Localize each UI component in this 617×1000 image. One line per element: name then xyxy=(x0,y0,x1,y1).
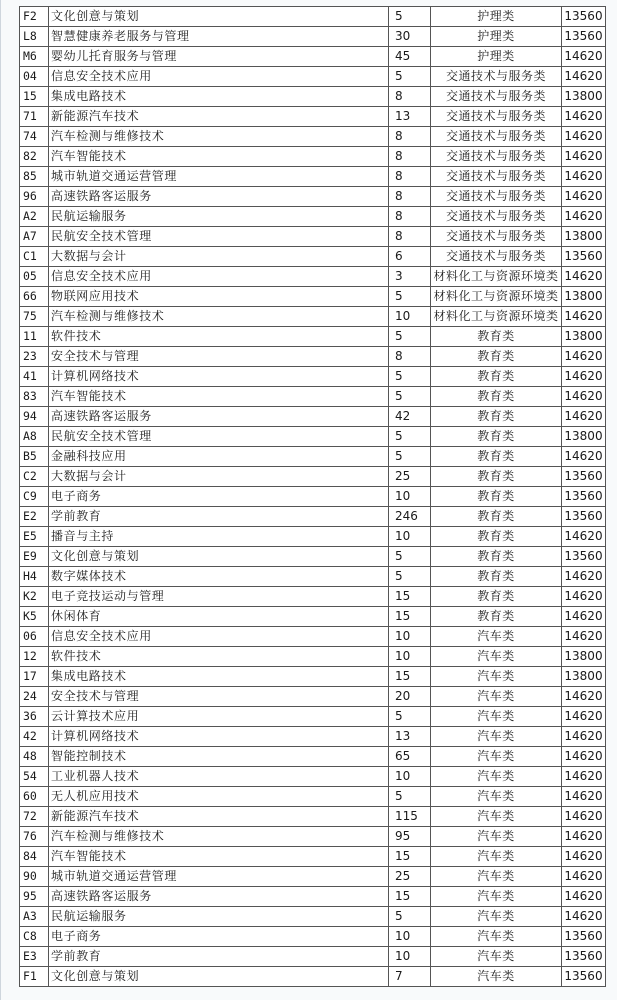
major-code-cell: 42 xyxy=(20,727,49,747)
subject-category-cell: 汽车类 xyxy=(431,707,562,727)
enrollment-count-cell: 8 xyxy=(389,187,431,207)
enrollment-count-cell: 10 xyxy=(389,527,431,547)
enrollment-count-cell: 10 xyxy=(389,927,431,947)
major-name-cell: 新能源汽车技术 xyxy=(49,807,389,827)
major-code-cell: 36 xyxy=(20,707,49,727)
table-row xyxy=(20,367,606,387)
subject-category-cell: 材料化工与资源环境类 xyxy=(431,267,562,287)
tuition-fee-cell: 13560 xyxy=(562,547,606,567)
enrollment-count-cell: 8 xyxy=(389,227,431,247)
enrollment-count-cell: 5 xyxy=(389,907,431,927)
tuition-fee-cell: 13800 xyxy=(562,667,606,687)
table-row xyxy=(20,467,606,487)
subject-category-cell: 交通技术与服务类 xyxy=(431,107,562,127)
enrollment-count-cell: 5 xyxy=(389,287,431,307)
major-name-cell: 智慧健康养老服务与管理 xyxy=(49,27,389,47)
major-name-cell: 信息安全技术应用 xyxy=(49,627,389,647)
table-row xyxy=(20,267,606,287)
major-name-cell: 汽车智能技术 xyxy=(49,387,389,407)
major-code-cell: 23 xyxy=(20,347,49,367)
table-row xyxy=(20,127,606,147)
table-row xyxy=(20,107,606,127)
major-code-cell: E3 xyxy=(20,947,49,967)
major-code-cell: 76 xyxy=(20,827,49,847)
major-code-cell: L8 xyxy=(20,27,49,47)
major-name-cell: 民航运输服务 xyxy=(49,907,389,927)
tuition-fee-cell: 13800 xyxy=(562,647,606,667)
table-row xyxy=(20,207,606,227)
enrollment-count-cell: 5 xyxy=(389,367,431,387)
major-code-cell: 41 xyxy=(20,367,49,387)
tuition-fee-cell: 14620 xyxy=(562,567,606,587)
tuition-fee-cell: 14620 xyxy=(562,807,606,827)
table-row xyxy=(20,507,606,527)
major-code-cell: 66 xyxy=(20,287,49,307)
subject-category-cell: 教育类 xyxy=(431,527,562,547)
tuition-fee-cell: 14620 xyxy=(562,867,606,887)
major-name-cell: 学前教育 xyxy=(49,947,389,967)
table-row xyxy=(20,327,606,347)
enrollment-count-cell: 65 xyxy=(389,747,431,767)
subject-category-cell: 教育类 xyxy=(431,387,562,407)
tuition-fee-cell: 14620 xyxy=(562,447,606,467)
table-row xyxy=(20,167,606,187)
major-name-cell: 城市轨道交通运营管理 xyxy=(49,867,389,887)
subject-category-cell: 汽车类 xyxy=(431,787,562,807)
table-row xyxy=(20,227,606,247)
major-code-cell: E5 xyxy=(20,527,49,547)
table-row xyxy=(20,767,606,787)
major-code-cell: 72 xyxy=(20,807,49,827)
tuition-fee-cell: 14620 xyxy=(562,67,606,87)
subject-category-cell: 教育类 xyxy=(431,327,562,347)
table-row xyxy=(20,947,606,967)
major-name-cell: 工业机器人技术 xyxy=(49,767,389,787)
subject-category-cell: 汽车类 xyxy=(431,747,562,767)
table-row xyxy=(20,827,606,847)
major-code-cell: 24 xyxy=(20,687,49,707)
tuition-fee-cell: 13800 xyxy=(562,87,606,107)
enrollment-count-cell: 246 xyxy=(389,507,431,527)
enrollment-count-cell: 8 xyxy=(389,167,431,187)
subject-category-cell: 教育类 xyxy=(431,467,562,487)
major-name-cell: 汽车检测与维修技术 xyxy=(49,307,389,327)
table-row xyxy=(20,387,606,407)
major-name-cell: 安全技术与管理 xyxy=(49,687,389,707)
major-name-cell: 计算机网络技术 xyxy=(49,727,389,747)
subject-category-cell: 教育类 xyxy=(431,487,562,507)
tuition-fee-cell: 14620 xyxy=(562,847,606,867)
major-code-cell: 48 xyxy=(20,747,49,767)
enrollment-count-cell: 30 xyxy=(389,27,431,47)
tuition-fee-cell: 14620 xyxy=(562,627,606,647)
major-name-cell: 文化创意与策划 xyxy=(49,7,389,27)
major-name-cell: 播音与主持 xyxy=(49,527,389,547)
subject-category-cell: 护理类 xyxy=(431,27,562,47)
major-code-cell: 04 xyxy=(20,67,49,87)
tuition-fee-cell: 14620 xyxy=(562,267,606,287)
table-row xyxy=(20,647,606,667)
subject-category-cell: 交通技术与服务类 xyxy=(431,147,562,167)
major-code-cell: M6 xyxy=(20,47,49,67)
enrollment-count-cell: 15 xyxy=(389,587,431,607)
enrollment-count-cell: 10 xyxy=(389,647,431,667)
subject-category-cell: 汽车类 xyxy=(431,967,562,987)
subject-category-cell: 交通技术与服务类 xyxy=(431,207,562,227)
major-code-cell: E9 xyxy=(20,547,49,567)
enrollment-count-cell: 6 xyxy=(389,247,431,267)
major-code-cell: 85 xyxy=(20,167,49,187)
major-code-cell: 05 xyxy=(20,267,49,287)
table-body xyxy=(20,7,606,987)
enrollment-count-cell: 15 xyxy=(389,847,431,867)
tuition-fee-cell: 14620 xyxy=(562,787,606,807)
table-row xyxy=(20,587,606,607)
enrollment-count-cell: 8 xyxy=(389,87,431,107)
table-row xyxy=(20,807,606,827)
major-name-cell: 高速铁路客运服务 xyxy=(49,187,389,207)
major-code-cell: 82 xyxy=(20,147,49,167)
major-code-cell: 74 xyxy=(20,127,49,147)
subject-category-cell: 教育类 xyxy=(431,547,562,567)
major-name-cell: 金融科技应用 xyxy=(49,447,389,467)
major-code-cell: 84 xyxy=(20,847,49,867)
table-row xyxy=(20,847,606,867)
major-code-cell: B5 xyxy=(20,447,49,467)
subject-category-cell: 汽车类 xyxy=(431,867,562,887)
table-row xyxy=(20,607,606,627)
major-name-cell: 新能源汽车技术 xyxy=(49,107,389,127)
enrollment-count-cell: 5 xyxy=(389,787,431,807)
tuition-fee-cell: 14620 xyxy=(562,727,606,747)
subject-category-cell: 汽车类 xyxy=(431,827,562,847)
major-code-cell: 94 xyxy=(20,407,49,427)
table-row xyxy=(20,887,606,907)
enrollment-count-cell: 13 xyxy=(389,727,431,747)
major-code-cell: 96 xyxy=(20,187,49,207)
tuition-fee-cell: 14620 xyxy=(562,207,606,227)
tuition-fee-cell: 14620 xyxy=(562,347,606,367)
major-code-cell: 06 xyxy=(20,627,49,647)
major-code-cell: A8 xyxy=(20,427,49,447)
major-code-cell: 71 xyxy=(20,107,49,127)
enrollment-count-cell: 95 xyxy=(389,827,431,847)
table-row xyxy=(20,287,606,307)
subject-category-cell: 教育类 xyxy=(431,347,562,367)
table-row xyxy=(20,187,606,207)
subject-category-cell: 交通技术与服务类 xyxy=(431,247,562,267)
subject-category-cell: 汽车类 xyxy=(431,887,562,907)
major-name-cell: 电子商务 xyxy=(49,927,389,947)
table-row xyxy=(20,567,606,587)
tuition-fee-cell: 13560 xyxy=(562,27,606,47)
enrollment-count-cell: 25 xyxy=(389,867,431,887)
tuition-fee-cell: 13560 xyxy=(562,927,606,947)
major-name-cell: 婴幼儿托育服务与管理 xyxy=(49,47,389,67)
subject-category-cell: 教育类 xyxy=(431,447,562,467)
tuition-fee-cell: 14620 xyxy=(562,187,606,207)
table-row xyxy=(20,707,606,727)
major-code-cell: K5 xyxy=(20,607,49,627)
table-row xyxy=(20,247,606,267)
subject-category-cell: 汽车类 xyxy=(431,767,562,787)
major-code-cell: K2 xyxy=(20,587,49,607)
major-code-cell: A3 xyxy=(20,907,49,927)
subject-category-cell: 交通技术与服务类 xyxy=(431,67,562,87)
major-name-cell: 软件技术 xyxy=(49,327,389,347)
major-name-cell: 云计算技术应用 xyxy=(49,707,389,727)
tuition-fee-cell: 14620 xyxy=(562,367,606,387)
table-row xyxy=(20,47,606,67)
subject-category-cell: 教育类 xyxy=(431,367,562,387)
subject-category-cell: 汽车类 xyxy=(431,627,562,647)
major-name-cell: 信息安全技术应用 xyxy=(49,267,389,287)
tuition-fee-cell: 14620 xyxy=(562,827,606,847)
tuition-fee-cell: 14620 xyxy=(562,407,606,427)
enrollment-count-cell: 10 xyxy=(389,767,431,787)
major-code-cell: 75 xyxy=(20,307,49,327)
enrollment-count-cell: 5 xyxy=(389,707,431,727)
table-row xyxy=(20,747,606,767)
major-code-cell: H4 xyxy=(20,567,49,587)
enrollment-count-cell: 15 xyxy=(389,607,431,627)
subject-category-cell: 教育类 xyxy=(431,607,562,627)
subject-category-cell: 汽车类 xyxy=(431,927,562,947)
enrollment-count-cell: 5 xyxy=(389,67,431,87)
table-row xyxy=(20,547,606,567)
enrollment-count-cell: 13 xyxy=(389,107,431,127)
subject-category-cell: 交通技术与服务类 xyxy=(431,167,562,187)
enrollment-count-cell: 5 xyxy=(389,427,431,447)
table-row xyxy=(20,27,606,47)
tuition-fee-cell: 14620 xyxy=(562,607,606,627)
enrollment-count-cell: 25 xyxy=(389,467,431,487)
subject-category-cell: 材料化工与资源环境类 xyxy=(431,307,562,327)
enrollment-count-cell: 8 xyxy=(389,127,431,147)
major-name-cell: 民航安全技术管理 xyxy=(49,427,389,447)
enrollment-count-cell: 5 xyxy=(389,447,431,467)
enrollment-count-cell: 45 xyxy=(389,47,431,67)
tuition-fee-cell: 13560 xyxy=(562,7,606,27)
major-name-cell: 数字媒体技术 xyxy=(49,567,389,587)
table-row xyxy=(20,347,606,367)
major-code-cell: 17 xyxy=(20,667,49,687)
tuition-fee-cell: 13800 xyxy=(562,427,606,447)
subject-category-cell: 交通技术与服务类 xyxy=(431,127,562,147)
major-name-cell: 文化创意与策划 xyxy=(49,547,389,567)
major-code-cell: A2 xyxy=(20,207,49,227)
major-name-cell: 大数据与会计 xyxy=(49,467,389,487)
table-row xyxy=(20,787,606,807)
tuition-fee-cell: 13560 xyxy=(562,967,606,987)
major-name-cell: 民航安全技术管理 xyxy=(49,227,389,247)
major-name-cell: 无人机应用技术 xyxy=(49,787,389,807)
tuition-fee-cell: 14620 xyxy=(562,687,606,707)
table-row xyxy=(20,427,606,447)
major-name-cell: 学前教育 xyxy=(49,507,389,527)
table-row xyxy=(20,967,606,987)
enrollment-count-cell: 7 xyxy=(389,967,431,987)
table-row xyxy=(20,7,606,27)
major-code-cell: A7 xyxy=(20,227,49,247)
major-code-cell: C2 xyxy=(20,467,49,487)
tuition-fee-cell: 14620 xyxy=(562,747,606,767)
subject-category-cell: 汽车类 xyxy=(431,727,562,747)
tuition-fee-cell: 14620 xyxy=(562,707,606,727)
subject-category-cell: 教育类 xyxy=(431,427,562,447)
subject-category-cell: 教育类 xyxy=(431,507,562,527)
tuition-fee-cell: 13800 xyxy=(562,287,606,307)
table-row xyxy=(20,487,606,507)
enrollment-count-cell: 8 xyxy=(389,147,431,167)
tuition-fee-cell: 13800 xyxy=(562,227,606,247)
major-code-cell: 11 xyxy=(20,327,49,347)
major-name-cell: 软件技术 xyxy=(49,647,389,667)
tuition-fee-cell: 14620 xyxy=(562,767,606,787)
major-name-cell: 物联网应用技术 xyxy=(49,287,389,307)
tuition-fee-cell: 13560 xyxy=(562,947,606,967)
major-name-cell: 汽车智能技术 xyxy=(49,147,389,167)
tuition-fee-cell: 13560 xyxy=(562,487,606,507)
major-name-cell: 电子商务 xyxy=(49,487,389,507)
major-code-cell: C8 xyxy=(20,927,49,947)
subject-category-cell: 材料化工与资源环境类 xyxy=(431,287,562,307)
subject-category-cell: 交通技术与服务类 xyxy=(431,187,562,207)
enrollment-count-cell: 5 xyxy=(389,7,431,27)
table-row xyxy=(20,627,606,647)
major-name-cell: 计算机网络技术 xyxy=(49,367,389,387)
major-code-cell: 90 xyxy=(20,867,49,887)
major-code-cell: C1 xyxy=(20,247,49,267)
subject-category-cell: 护理类 xyxy=(431,47,562,67)
major-name-cell: 汽车检测与维修技术 xyxy=(49,127,389,147)
major-name-cell: 文化创意与策划 xyxy=(49,967,389,987)
enrollment-count-cell: 5 xyxy=(389,547,431,567)
enrollment-count-cell: 10 xyxy=(389,947,431,967)
enrollment-count-cell: 8 xyxy=(389,347,431,367)
subject-category-cell: 护理类 xyxy=(431,7,562,27)
major-code-cell: 54 xyxy=(20,767,49,787)
table-row xyxy=(20,307,606,327)
majors-table xyxy=(19,6,606,987)
subject-category-cell: 汽车类 xyxy=(431,807,562,827)
tuition-fee-cell: 14620 xyxy=(562,907,606,927)
major-code-cell: 83 xyxy=(20,387,49,407)
major-name-cell: 信息安全技术应用 xyxy=(49,67,389,87)
table-row xyxy=(20,907,606,927)
table-row xyxy=(20,447,606,467)
tuition-fee-cell: 14620 xyxy=(562,107,606,127)
tuition-fee-cell: 14620 xyxy=(562,147,606,167)
table-row xyxy=(20,87,606,107)
enrollment-count-cell: 115 xyxy=(389,807,431,827)
tuition-fee-cell: 14620 xyxy=(562,587,606,607)
enrollment-count-cell: 5 xyxy=(389,387,431,407)
major-code-cell: 15 xyxy=(20,87,49,107)
major-code-cell: F1 xyxy=(20,967,49,987)
tuition-fee-cell: 13560 xyxy=(562,247,606,267)
major-code-cell: 95 xyxy=(20,887,49,907)
subject-category-cell: 汽车类 xyxy=(431,847,562,867)
major-name-cell: 集成电路技术 xyxy=(49,87,389,107)
enrollment-count-cell: 3 xyxy=(389,267,431,287)
major-code-cell: 12 xyxy=(20,647,49,667)
enrollment-count-cell: 15 xyxy=(389,667,431,687)
major-name-cell: 高速铁路客运服务 xyxy=(49,887,389,907)
major-code-cell: E2 xyxy=(20,507,49,527)
tuition-fee-cell: 13560 xyxy=(562,507,606,527)
major-name-cell: 民航运输服务 xyxy=(49,207,389,227)
tuition-fee-cell: 14620 xyxy=(562,47,606,67)
subject-category-cell: 汽车类 xyxy=(431,647,562,667)
subject-category-cell: 汽车类 xyxy=(431,687,562,707)
tuition-fee-cell: 14620 xyxy=(562,387,606,407)
table-row xyxy=(20,67,606,87)
subject-category-cell: 教育类 xyxy=(431,407,562,427)
tuition-fee-cell: 14620 xyxy=(562,527,606,547)
enrollment-count-cell: 5 xyxy=(389,567,431,587)
major-name-cell: 智能控制技术 xyxy=(49,747,389,767)
enrollment-count-cell: 10 xyxy=(389,307,431,327)
major-code-cell: C9 xyxy=(20,487,49,507)
table-row xyxy=(20,727,606,747)
subject-category-cell: 交通技术与服务类 xyxy=(431,227,562,247)
major-name-cell: 安全技术与管理 xyxy=(49,347,389,367)
table-row xyxy=(20,407,606,427)
table-row xyxy=(20,147,606,167)
major-name-cell: 电子竞技运动与管理 xyxy=(49,587,389,607)
subject-category-cell: 汽车类 xyxy=(431,907,562,927)
major-code-cell: F2 xyxy=(20,7,49,27)
enrollment-count-cell: 10 xyxy=(389,627,431,647)
subject-category-cell: 汽车类 xyxy=(431,667,562,687)
enrollment-count-cell: 8 xyxy=(389,207,431,227)
enrollment-count-cell: 5 xyxy=(389,327,431,347)
subject-category-cell: 教育类 xyxy=(431,567,562,587)
table-row xyxy=(20,687,606,707)
major-name-cell: 城市轨道交通运营管理 xyxy=(49,167,389,187)
major-name-cell: 汽车检测与维修技术 xyxy=(49,827,389,847)
tuition-fee-cell: 14620 xyxy=(562,127,606,147)
major-name-cell: 汽车智能技术 xyxy=(49,847,389,867)
major-code-cell: 60 xyxy=(20,787,49,807)
table-row xyxy=(20,667,606,687)
subject-category-cell: 汽车类 xyxy=(431,947,562,967)
subject-category-cell: 教育类 xyxy=(431,587,562,607)
enrollment-count-cell: 42 xyxy=(389,407,431,427)
major-name-cell: 大数据与会计 xyxy=(49,247,389,267)
enrollment-count-cell: 20 xyxy=(389,687,431,707)
major-name-cell: 休闲体育 xyxy=(49,607,389,627)
major-name-cell: 高速铁路客运服务 xyxy=(49,407,389,427)
tuition-fee-cell: 14620 xyxy=(562,307,606,327)
table-row xyxy=(20,927,606,947)
table-row xyxy=(20,527,606,547)
tuition-fee-cell: 13800 xyxy=(562,327,606,347)
table-row xyxy=(20,867,606,887)
tuition-fee-cell: 14620 xyxy=(562,887,606,907)
tuition-fee-cell: 14620 xyxy=(562,167,606,187)
tuition-fee-cell: 13560 xyxy=(562,467,606,487)
enrollment-count-cell: 15 xyxy=(389,887,431,907)
enrollment-count-cell: 10 xyxy=(389,487,431,507)
subject-category-cell: 交通技术与服务类 xyxy=(431,87,562,107)
major-name-cell: 集成电路技术 xyxy=(49,667,389,687)
